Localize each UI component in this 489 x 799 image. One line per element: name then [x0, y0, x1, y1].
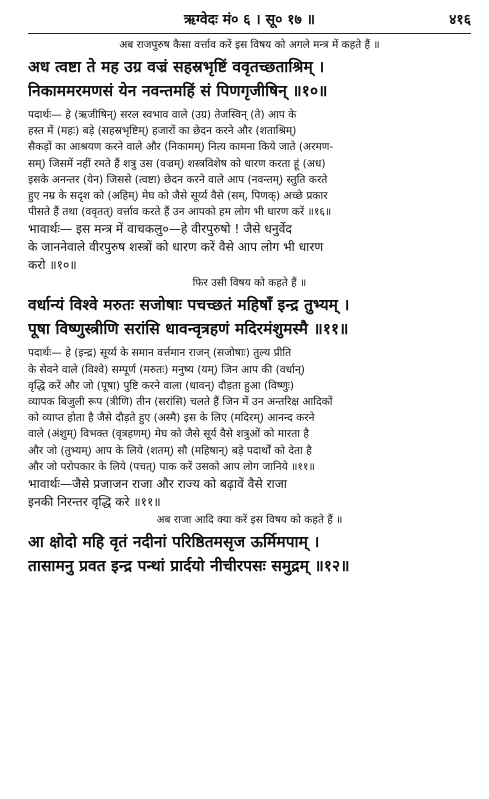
bhavarth-line: भावार्थः— इस मन्त्र में वाचकलु०—हे वीरपुरुषो ! जैसे धनुर्वेद	[28, 222, 292, 237]
padarth-line: हस्त में (महः) बड़े (सहस्रभृष्टिम्) हजारों का छेदन करने और (शताश्रिम्)	[28, 125, 297, 138]
mantra-line: निकाममरमणसं येन नवन्तमहिं सं पिणगृजीषिन् ॥१०॥	[28, 82, 328, 100]
bhavarth-line: इनकी निरन्तर वृद्धि करे ॥११॥	[28, 495, 161, 510]
padarth-line: और जो (तुभ्यम्) आप के लिये (शतम्) सौ (महिषान्) बड़े पदार्थों को देता है	[28, 444, 312, 457]
page-number: ४१६	[449, 12, 471, 28]
section-intro: अब राजा आदि क्या करें इस विषय को कहते हैं ॥	[156, 514, 343, 527]
mantra-line: अध त्वष्टा ते मह उग्र वज्रं सहस्रभृष्टिं ववृतच्छताश्रिम् ।	[28, 58, 325, 76]
padarth-line: इसके अनन्तर (येन) जिससे (त्वष्टा) छेदन करने वाले आप (नवन्तम्) स्तुति करते	[28, 173, 328, 186]
padarth-line: व्यापक बिजुली रूप (त्रीणि) तीन (सरांसि) चलते हैं जिन में उन अन्तरिक्ष आदिकों	[28, 396, 333, 409]
padarth-line: हुए नम्र के सदृश को (अहिम्) मेघ को जैसे सूर्य्य वैसे (सम्, पिणक्) अच्छे प्रकार	[28, 190, 328, 203]
mantra-block-11	[28, 276, 471, 511]
padarth-line: को व्याप्त होता है जैसे दौड़ते हुए (अस्मै) इस के लिए (मदिरम्) आनन्द करने	[28, 412, 315, 425]
padarth-line: के सेवने वाले (विश्वे) सम्पूर्ण (मरुतः) मनुष्य (यम्) जिन आप की (वर्धान्)	[28, 363, 305, 376]
mantra-block-10	[28, 38, 471, 274]
mantra-line: तासामनु प्रवत इन्द्र पन्थां प्रार्दयो नीचीरपसः समुद्रम् ॥१२॥	[28, 557, 350, 576]
padarth-line: सैकड़ों का आश्रयण करने वाले और (निकामम्) नित्य कामना किये जाते (अरमण-	[28, 141, 334, 154]
section-intro: फिर उसी विषय को कहते हैं ॥	[192, 277, 307, 290]
section-intro: अब राजपुरुष कैसा वर्त्ताव करें इस विषय को अगले मन्त्र में कहते हैं ॥	[119, 39, 380, 51]
header-rule	[28, 33, 471, 34]
bhavarth-line: भावार्थः—जैसे प्रजाजन राजा और राज्य को बढ़ावें वैसे राजा	[28, 477, 287, 492]
padarth-line: सम्) जिसमें नहीं रमते हैं शत्रु उस (वज्रम्) शस्त्रविशेष को धारण करता हूं (अध)	[28, 157, 326, 170]
header-title: ऋग्वेदः मं० ६ । सू० १७ ॥	[183, 12, 316, 28]
mantra-line: पूषा विष्णुस्त्रीणि सरांसि धावन्वृत्रहणं मदिरमंशुमस्मै ॥११॥	[28, 320, 349, 339]
padarth-line: पीसते हैं तथा (ववृतत्) वर्त्ताव करते हैं उन आपको हम लोग भी धारण करें ॥१६॥	[28, 206, 332, 219]
mantra-block-12	[28, 513, 471, 578]
bhavarth-line: करो ॥१०॥	[28, 258, 77, 273]
bhavarth-line: के जाननेवाले वीरपुरुष शस्त्रों को धारण करें वैसे आप लोग भी धारण	[28, 240, 324, 255]
padarth-line: और जो परोपकार के लिये (पचत्) पाक करें उसको आप लोग जानिये ॥११॥	[28, 460, 315, 473]
mantra-line: वर्धान्यं विश्वे मरुतः सजोषाः पचच्छतं महिषाँ इन्द्र तुभ्यम् ।	[28, 296, 350, 315]
padarth-line: पदार्थः— हे (ऋजीषिन्) सरल स्वभाव वाले (उग्र) तेजस्विन् (ते) आप के	[28, 109, 297, 121]
padarth-line: पदार्थः— हे (इन्द्र) सूर्य्य के समान वर्त्तमान राजन् (सजोषाः) तुल्य प्रीति	[28, 347, 292, 360]
padarth-line: वृद्धि करें और जो (पूषा) पुष्टि करने वाला (धावन्) दौड़ता हुआ (विष्णुः)	[28, 379, 295, 392]
mantra-line: आ क्षोदो महि वृतं नदीनां परिष्ठितमसृज ऊर्मिमपाम् ।	[28, 533, 320, 552]
padarth-line: वाले (अंशुम्) विभक्त (वृत्रहणम्) मेघ को जैसे सूर्य वैसे शत्रुओं को मारता है	[28, 428, 309, 441]
running-header	[28, 8, 471, 30]
